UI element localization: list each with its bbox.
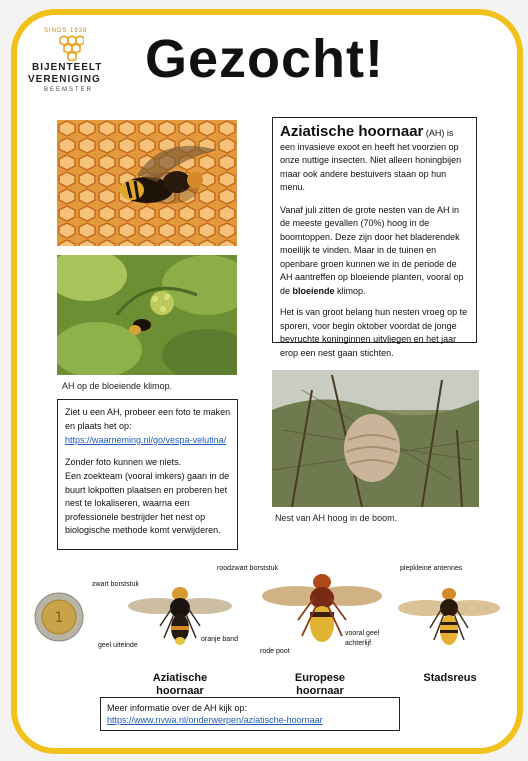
svg-text:1: 1 xyxy=(54,610,64,626)
name-europese-line-1: Europese xyxy=(294,672,346,684)
name-aziatische-line-2: hoornaar xyxy=(156,685,204,697)
action-text-2: Zonder foto kunnen we niets. xyxy=(65,456,182,467)
label-vooral-geel: vooral geel xyxy=(345,630,380,637)
name-europese-line-2: hoornaar xyxy=(296,685,344,697)
info-paragraph-2-end: klimop. xyxy=(334,285,366,296)
label-rode-poot: rode poot xyxy=(260,648,290,655)
action-box xyxy=(57,399,238,550)
info-paragraph-2-bold: bloeiende xyxy=(292,285,335,296)
honeycomb-logo-icon xyxy=(56,35,84,61)
label-antennes: piepkleine antennes xyxy=(400,565,463,572)
label-zwart-borststuk: zwart borststuk xyxy=(92,581,140,588)
footer-box xyxy=(100,697,400,731)
info-box xyxy=(272,117,477,358)
name-europese-hoornaar xyxy=(280,672,360,698)
nvwa-link[interactable]: https://www.nvwa.nl/onderwerpen/aziatische-hoornaar xyxy=(107,715,323,725)
caption-nest: Nest van AH hoog in de boom. xyxy=(275,513,398,523)
stadsreus-illustration xyxy=(394,578,504,648)
label-roodzwart-borststuk: roodzwart borststuk xyxy=(217,565,279,572)
label-oranje-band: oranje band xyxy=(201,636,238,643)
info-paragraph-2 xyxy=(280,204,470,299)
logo-line-1: BIJENTEELT xyxy=(32,62,103,73)
info-intro: is een invasieve exoot en heeft het voorzien op onze nuttige insecten. Niet alleen honingbijen maar ook andere bestuivers staan op hun menu. xyxy=(280,128,462,192)
caption-ivy: AH op de bloeiende klimop. xyxy=(62,381,173,391)
footer-text: Meer informatie over de AH kijk op: xyxy=(107,703,248,713)
logo-arc-text: SINDS 1938 xyxy=(44,28,88,34)
page-title: Gezocht! xyxy=(145,29,385,89)
info-paragraph-2-text: Vanaf juli zitten de grote nesten van de AH in de meeste gevallen (70%) hoog in de boomtoppen. Deze zijn door het bladerendek moeilijk te vinden. Maar in de tuinen en openbare groen kunnen we in de periode de AH aantreffen op bloeiende planten, vooral op de xyxy=(280,204,464,296)
photo-hornet-honeycomb xyxy=(57,120,237,246)
action-text-1: Ziet u een AH, probeer een foto te maken en plaats het op: xyxy=(65,407,231,431)
label-achterlijf: achterlijf xyxy=(345,640,372,647)
logo-line-3: BEEMSTER xyxy=(44,87,94,93)
euro-coin-icon xyxy=(34,592,84,642)
info-heading-suffix: (AH) xyxy=(423,128,445,138)
info-paragraph-3: Het is van groot belang hun nesten vroeg op te sporen, voor begin oktober voordat de jonge bevruchte koninginnen uitvliegen en het jaar erop een nest gaan stichten. xyxy=(280,307,468,358)
association-logo xyxy=(24,28,116,100)
waarneming-link[interactable]: https://waarneming.nl/go/vespa-velutina/ xyxy=(65,435,227,445)
logo-line-2: VERENIGING xyxy=(28,74,101,85)
photo-nest-tree xyxy=(272,370,479,507)
name-aziatische-line-1: Aziatische xyxy=(152,672,208,684)
info-heading: Aziatische hoornaar xyxy=(280,123,424,140)
label-geel-uiteinde: geel uiteinde xyxy=(98,642,138,649)
photo-hornet-ivy xyxy=(57,255,237,375)
name-aziatische-hoornaar xyxy=(140,672,220,698)
name-stadsreus: Stadsreus xyxy=(423,672,477,684)
action-text-3: Een zoekteam (vooral imkers) gaan in de buurt lokpotten plaatsen en proberen het nest te lokaliseren, waarna een professionele bestrijder het nest op biologische methode komt verwijderen. xyxy=(65,471,230,535)
